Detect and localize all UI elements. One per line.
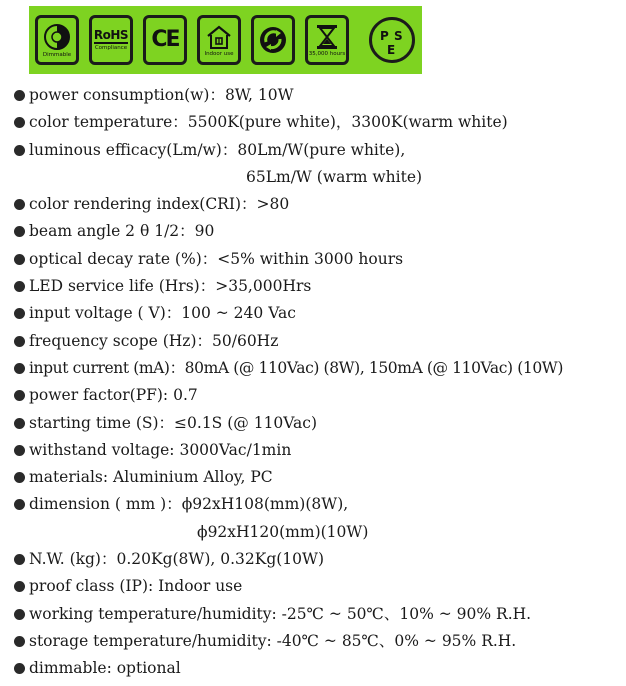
bullet	[14, 226, 25, 237]
bullet	[14, 254, 25, 265]
recycle-badge	[251, 15, 295, 65]
bullet	[14, 363, 25, 374]
ce-mark-icon: CE	[151, 27, 179, 52]
hourglass-icon	[315, 24, 339, 50]
bullet	[14, 636, 25, 647]
spec-beam-angle: beam angle 2 θ 1/2：90	[14, 220, 622, 247]
spec-power-factor: power factor(PF): 0.7	[14, 384, 622, 411]
rohs-badge	[89, 15, 133, 65]
spec-luminous-efficacy-cont: 65Lm/W (warm white)	[246, 167, 423, 186]
lifetime-badge	[305, 15, 349, 65]
spec-dimmable: dimmable: optional	[14, 657, 622, 684]
spec-starting-time: starting time (S)：≤0.1S (@ 110Vac)	[14, 412, 622, 439]
lifetime-caption: 35,000 hours	[308, 50, 346, 57]
bullet	[14, 281, 25, 292]
ce-badge	[143, 15, 187, 65]
spec-power: power consumption(w)：8W, 10W	[14, 84, 622, 111]
pse-letter-s: S	[394, 29, 403, 43]
bullet	[14, 199, 25, 210]
rohs-icon: RoHS	[93, 28, 129, 42]
bullet	[14, 663, 25, 674]
bullet	[14, 90, 25, 101]
spec-materials: materials: Aluminium Alloy, PC	[14, 466, 622, 493]
bullet	[14, 499, 25, 510]
dimmable-badge	[35, 15, 79, 65]
bullet	[14, 336, 25, 347]
bullet	[14, 418, 25, 429]
spec-luminous-efficacy: luminous efficacy(Lm/w)：80Lm/W(pure white),	[14, 139, 622, 166]
spec-frequency: frequency scope (Hz)：50/60Hz	[14, 330, 622, 357]
spec-proof-class: proof class (IP): Indoor use	[14, 575, 622, 602]
dimmable-caption: Dimmable	[42, 51, 72, 58]
bullet	[14, 390, 25, 401]
spec-list	[14, 84, 622, 685]
spec-net-weight: N.W. (kg)：0.20Kg(8W), 0.32Kg(10W)	[14, 548, 622, 575]
bullet	[14, 117, 25, 128]
bullet	[14, 145, 25, 156]
spec-storage-temperature: storage temperature/humidity: -40℃ ~ 85℃、0% ~ 95% R.H.	[14, 630, 622, 657]
bullet	[14, 554, 25, 565]
spec-service-life: LED service life (Hrs)：>35,000Hrs	[14, 275, 622, 302]
spec-withstand-voltage: withstand voltage: 3000Vac/1min	[14, 439, 622, 466]
spec-input-voltage: input voltage ( V)：100 ~ 240 Vac	[14, 302, 622, 329]
spec-cri: color rendering index(CRI)：>80	[14, 193, 622, 220]
indoor-use-caption: Indoor use	[204, 50, 234, 57]
spec-dimension-cont: ϕ92xH120(mm)(10W)	[197, 522, 369, 541]
pse-mark-icon	[369, 17, 415, 63]
spec-optical-decay: optical decay rate (%)：<5% within 3000 hours	[14, 248, 622, 275]
certification-bar	[29, 6, 422, 74]
bullet	[14, 581, 25, 592]
spec-color-temperature: color temperature：5500K(pure white)，3300K(warm white)	[14, 111, 622, 138]
bullet	[14, 308, 25, 319]
dimmable-icon	[43, 23, 71, 51]
bullet	[14, 609, 25, 620]
pse-letter-p: P	[380, 29, 389, 43]
indoor-use-icon	[205, 24, 233, 50]
bullet	[14, 472, 25, 483]
indoor-use-badge	[197, 15, 241, 65]
spec-working-temperature: working temperature/humidity: -25℃ ~ 50℃、10% ~ 90% R.H.	[14, 603, 622, 630]
spec-input-current: input current (mA)：80mA (@ 110Vac) (8W), 150mA (@ 110Vac) (10W)	[14, 357, 622, 384]
bullet	[14, 445, 25, 456]
spec-dimension: dimension ( mm )：ϕ92xH108(mm)(8W),	[14, 493, 622, 520]
recycle-icon	[257, 24, 289, 56]
pse-letter-e: E	[387, 43, 396, 57]
rohs-caption: Compliance	[94, 45, 128, 51]
